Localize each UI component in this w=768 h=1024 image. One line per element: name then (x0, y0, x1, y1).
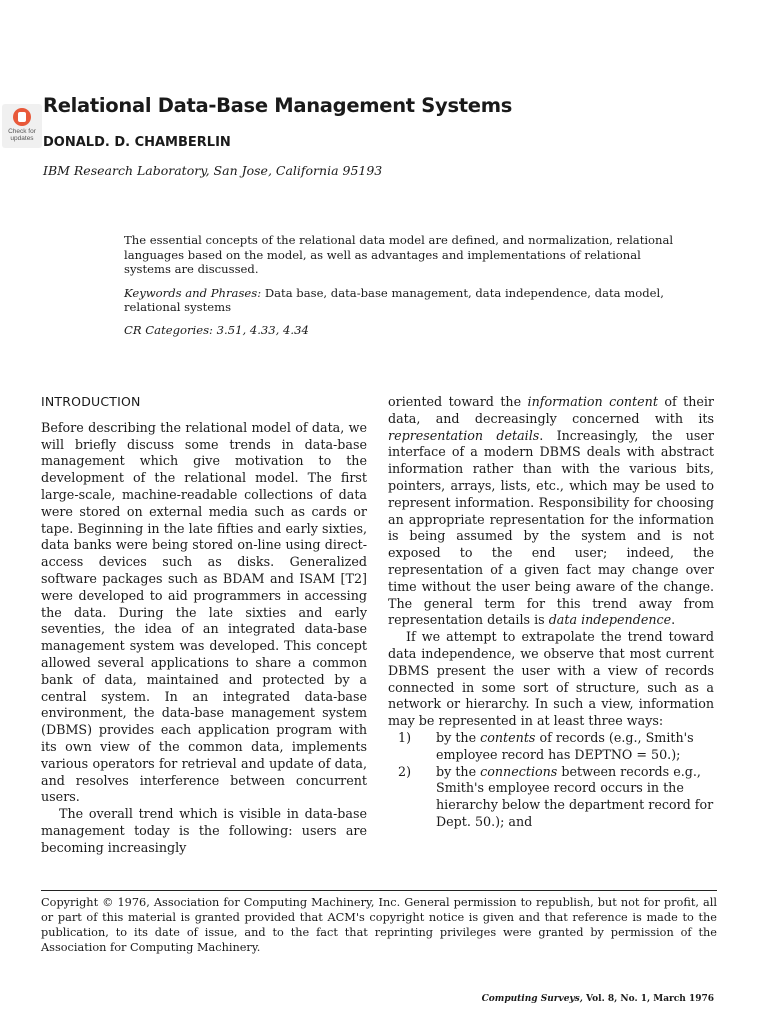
author-name: DONALD. D. CHAMBERLIN (43, 135, 231, 150)
section-heading-introduction: INTRODUCTION (41, 394, 141, 409)
abstract-text: The essential concepts of the relational data model are defined, and normalization, relational languages based on the model, as well as advantages and implementations of relational systems are discussed. (124, 233, 674, 276)
emphasis-data-independence: data independence (548, 612, 672, 628)
copyright-notice: Copyright © 1976, Association for Computing Machinery, Inc. General permission to republish, but not for profit, all or part of this material is granted provided that ACM's copyright notice is given and that reference is made to the publication, to its date of issue, and to the fact that reprinting privileges were granted by permission of the Association for Computing Machinery. (41, 896, 717, 954)
emphasis-contents: contents (480, 729, 536, 745)
text-run: oriented toward the (388, 394, 528, 409)
list-number: 1) (398, 729, 412, 745)
right-paragraph-2: If we attempt to extrapolate the trend toward data independence, we observe that most current DBMS present the user with a view of records connected in some sort of structure, such as a network or hierarchy. In such a view, information may be represented in at least three ways: (388, 629, 714, 729)
keywords-line (124, 286, 684, 315)
cr-label: CR Categories: (124, 322, 213, 337)
journal-footer (482, 994, 714, 1004)
emphasis-connections: connections (480, 763, 558, 779)
bookmark-ring-icon (13, 108, 31, 126)
cr-values: 3.51, 4.33, 4.34 (216, 322, 309, 337)
emphasis-information-content: information content (527, 394, 658, 409)
text-run: by the (436, 729, 481, 745)
list-text (436, 764, 714, 831)
right-column (388, 394, 714, 831)
left-column (41, 394, 367, 857)
cr-categories-line (124, 323, 684, 338)
journal-name: Computing Surveys, (481, 994, 583, 1004)
text-run: . (671, 612, 676, 628)
abstract-block (124, 233, 684, 337)
paper-title: Relational Data-Base Management Systems (43, 94, 513, 117)
check-for-updates-badge[interactable] (2, 104, 42, 148)
text-run: . Increasingly, the user interface of a modern DBMS deals with abstract information rather than with the various bits, pointers, arrays, lists, etc., which may be used to represent information. Responsibility for choosing an appropriate representation for the information is being assumed by the system and is not exposed to the end user; indeed, the representation of a given fact may change over time without the user being aware of the change. The general term for this trend away from representation details is (388, 427, 714, 628)
badge-line-1: Check for (8, 128, 36, 135)
text-run: by the (436, 763, 481, 779)
text-run: of records (e.g., Smith's employee record has DEPTNO = 50.); (436, 729, 694, 762)
list-item (388, 730, 714, 764)
author-affiliation: IBM Research Laboratory, San Jose, California 95193 (43, 163, 383, 178)
text-run: between records e.g., Smith's employee record occurs in the hierarchy below the department record for Dept. 50.); and (436, 763, 714, 829)
text-run: of their data, and decreasingly concerned with its (388, 394, 714, 426)
journal-issue: Vol. 8, No. 1, March 1976 (582, 994, 714, 1004)
representation-list (388, 730, 714, 831)
keywords-label: Keywords and Phrases: (124, 285, 262, 300)
intro-paragraph-1: Before describing the relational model of data, we will briefly discuss some trends in data-base management which give motivation to the development of the relational model. The first large-scale, machine-readable collections of data were stored on external media such as cards or tape. Beginning in the late fifties and early sixties, data banks were being stored on-line using direct-access devices such as disks. Generalized software packages such as BDAM and ISAM [T2] were developed to aid programmers in accessing the data. During the late sixties and early seventies, the idea of an integrated data-base management system was developed. This concept allowed several applications to share a common bank of data, maintained and protected by a central system. In an integrated data-base environment, the data-base management system (DBMS) provides each application program with its own view of the common data, implements various operators for retrieval and update of data, and resolves interference between concurrent users. (41, 419, 367, 805)
list-text (436, 730, 714, 764)
footnote-divider (41, 890, 717, 891)
emphasis-representation-details: representation details (388, 427, 540, 443)
right-paragraph-1 (388, 394, 714, 629)
list-item (388, 764, 714, 831)
intro-paragraph-2: The overall trend which is visible in data-base management today is the following: users are becoming increasingly (41, 806, 367, 855)
badge-line-2: updates (10, 135, 34, 142)
keywords-text: Data base, data-base management, data independence, data model, relational systems (124, 285, 664, 314)
list-number: 2) (398, 763, 412, 779)
